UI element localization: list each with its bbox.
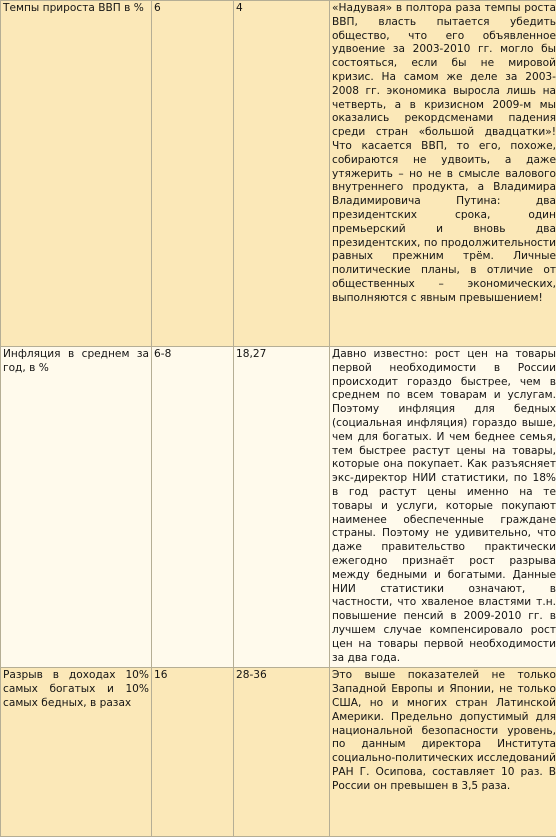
table-row — [1, 1, 556, 347]
promised-value-cell: 16 — [152, 668, 234, 837]
comment-cell: «Надувая» в полтора раза темпы роста ВВП, власть пытается убедить общество, что его объявленное удвоение за 2003-2010 гг. могло бы состояться, если бы не мировой кризис. На самом же деле за 2003-2008 гг. экономика выросла лишь на четверть, а в кризисном 2009-м мы оказались рекордсменами падения среди стран «большой двадцатки»! Что касается ВВП, то его, похоже, собираются не удвоить, а даже утяжерить – но не в смысле валового внутреннего продукта, а Владимира Владимировича Путина: два президентских срока, один премьерский и вновь два президентских, по продолжительности равных прежним трём. Личные политические планы, в отличие от общественных – экономических, выполняются с явным превышением! — [330, 1, 556, 347]
table-row — [1, 347, 556, 668]
actual-value-cell: 18,27 — [234, 347, 330, 668]
comment-cell: Давно известно: рост цен на товары первой необходимости в России происходит гораздо быстрее, чем в среднем по всем товарам и услугам. Поэтому инфляция для бедных (социальная инфляция) гораздо выше, чем для богатых. И чем беднее семья, тем быстрее растут цены на товары, которые она покупает. Как разъясняет экс-директор НИИ статистики, по 18% в год растут цены именно на те товары и услуги, которые покупают наименее обеспеченные граждане страны. Поэтому не удивительно, что даже правительство практически ежегодно признаёт рост разрыва между бедными и богатыми. Данные НИИ статистики означают, в частности, что хваленое властями т.н. повышение пенсий в 2009-2010 гг. в лучшем случае компенсировало рост цен на товары первой необходимости за два года. — [330, 347, 556, 668]
indicator-cell: Темпы прироста ВВП в % — [1, 1, 152, 347]
promised-value-cell: 6 — [152, 1, 234, 347]
actual-value-cell: 28-36 — [234, 668, 330, 837]
table-row — [1, 668, 556, 837]
promised-value-cell: 6-8 — [152, 347, 234, 668]
indicator-cell: Инфляция в среднем за год, в % — [1, 347, 152, 668]
actual-value-cell: 4 — [234, 1, 330, 347]
comment-cell: Это выше показателей не только Западной Европы и Японии, не только США, но и многих стран Латинской Америки. Предельно допустимый для национальной безопасности уровень, по данным директора Института социально-политических исследований РАН Г. Осипова, составляет 10 раз. В России он превышен в 3,5 раза. — [330, 668, 556, 837]
indicator-cell: Разрыв в доходах 10% самых богатых и 10% самых бедных, в разах — [1, 668, 152, 837]
